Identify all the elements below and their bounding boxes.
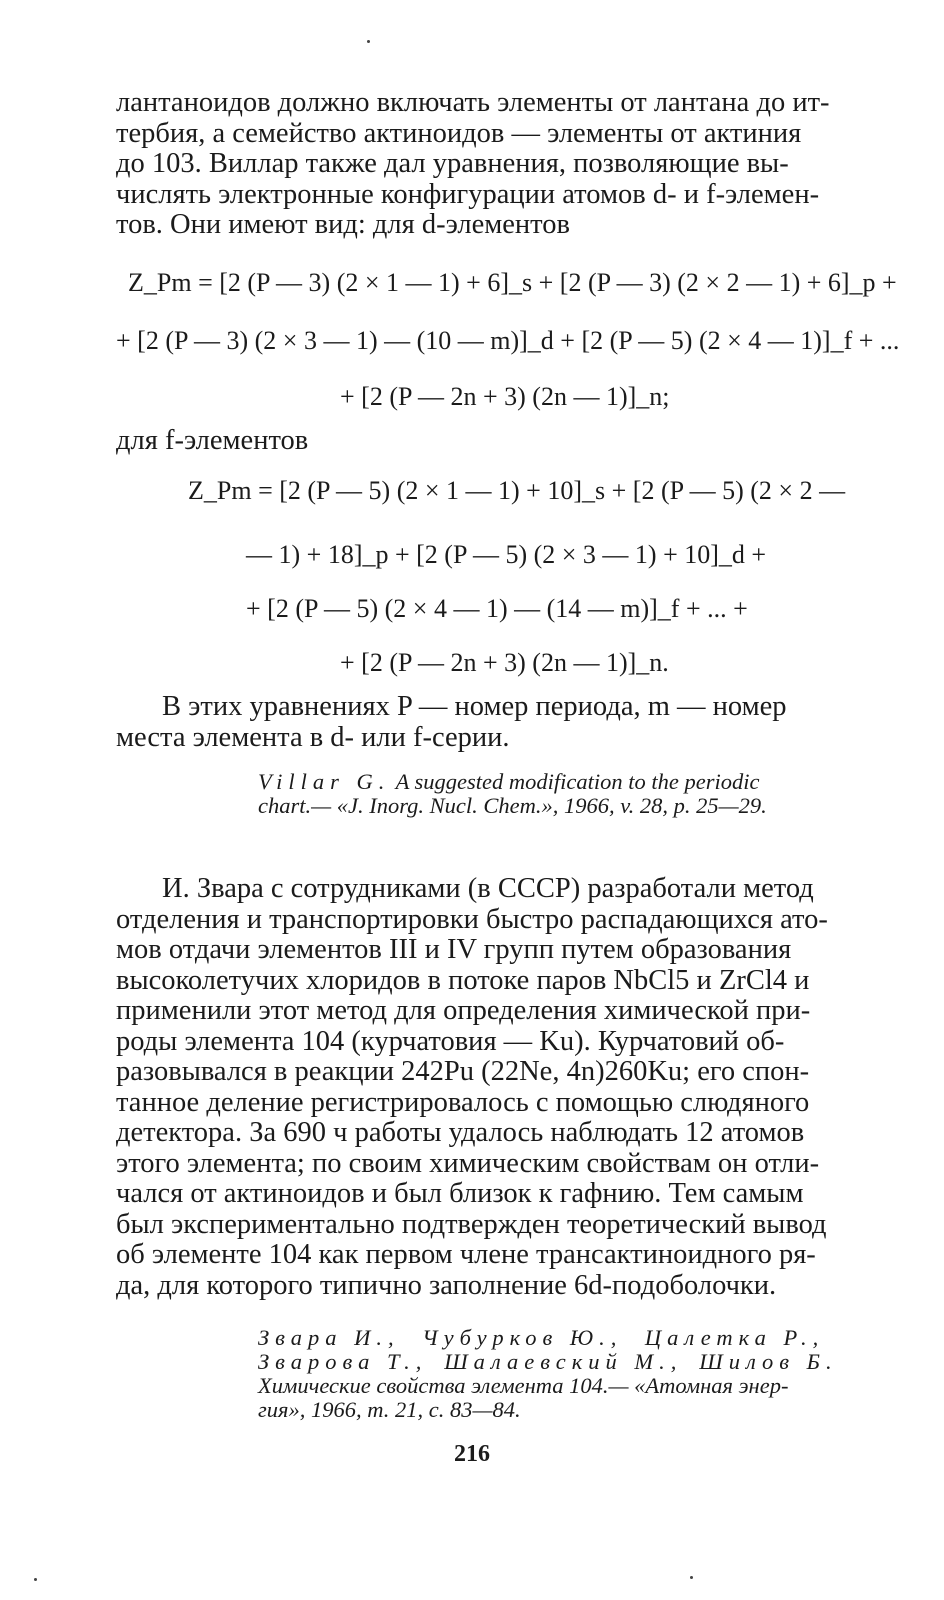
- reference-author: Шалаевский М.,: [444, 1349, 683, 1374]
- text-line: об элементе 104 как первом члене трансактиноидного ря-: [116, 1239, 816, 1270]
- equation-d-line2: + [2 (P — 3) (2 × 3 — 1) — (10 — m)]_d + [2 (P — 5) (2 × 4 — 1)]_f + ...: [116, 326, 900, 355]
- text-line: В этих уравнениях P — номер периода, m — номер: [162, 691, 787, 722]
- reference-title: A suggested modification to the periodic: [395, 769, 760, 794]
- reference-author: Чубурков Ю.,: [422, 1325, 623, 1350]
- text-line: отделения и транспортировки быстро распадающихся ато-: [116, 903, 828, 935]
- text-line: чался от актиноидов и был близок к гафнию. Тем самым: [116, 1178, 804, 1209]
- reference-author: Villar G.: [258, 769, 391, 794]
- text-line: тербия, а семейство актиноидов — элементы от актиния: [116, 117, 802, 149]
- text-line: места элемента в d- или f-серии.: [116, 721, 510, 753]
- text-line: был экспериментально подтвержден теоретический вывод: [116, 1208, 827, 1240]
- reference-line: [258, 1326, 904, 1350]
- text-line: да, для которого типично заполнение 6d-подоболочки.: [116, 1269, 777, 1301]
- paragraph-intro: [116, 88, 904, 241]
- text-line: детектора. За 690 ч работы удалось наблюдать 12 атомов: [116, 1117, 805, 1148]
- label-f-elements: для f-элементов: [116, 425, 309, 456]
- text-line: высоколетучих хлоридов в потоке паров NbCl5 и ZrCl4 и: [116, 964, 810, 996]
- equation-f-line2: — 1) + 18]_p + [2 (P — 5) (2 × 3 — 1) + 10]_d +: [246, 540, 767, 569]
- reference-author: Цалетка Р.,: [644, 1325, 825, 1350]
- equation-f-line1: Z_Pm = [2 (P — 5) (2 × 1 — 1) + 10]_s + [2 (P — 5) (2 × 2 —: [188, 476, 846, 505]
- page-number: 216: [454, 1441, 490, 1467]
- reference-author: Звара И.,: [258, 1325, 400, 1350]
- text-line: мов отдачи элементов III и IV групп путем образования: [116, 934, 792, 965]
- reference-zvara: [258, 1326, 904, 1422]
- text-line: танное деление регистрировалось с помощью слюдяного: [116, 1086, 810, 1118]
- reference-line: chart.— «J. Inorg. Nucl. Chem.», 1966, v. 28, p. 25—29.: [258, 793, 767, 818]
- text-line: применили этот метод для определения химической при-: [116, 995, 811, 1026]
- text-line: до 103. Виллар также дал уравнения, позволяющие вы-: [116, 148, 789, 179]
- text-line: И. Звара с сотрудниками (в СССР) разработали метод: [162, 873, 814, 904]
- reference-line: гия», 1966, т. 21, с. 83—84.: [258, 1397, 521, 1422]
- paragraph-variables: [116, 692, 904, 753]
- reference-author: Шилов Б.: [699, 1349, 838, 1374]
- reference-author: Зварова Т.,: [258, 1349, 428, 1374]
- equation-f-line3: + [2 (P — 5) (2 × 4 — 1) — (14 — m)]_f + ... +: [246, 594, 748, 623]
- speck-mark: [34, 1578, 37, 1581]
- equation-d-line1: Z_Pm = [2 (P — 3) (2 × 1 — 1) + 6]_s + [2 (P — 3) (2 × 2 — 1) + 6]_p +: [128, 268, 897, 297]
- reference-line: [258, 1350, 904, 1374]
- speck-mark: [367, 40, 370, 43]
- text-line: этого элемента; по своим химическим свойствам он отли-: [116, 1147, 820, 1179]
- equation-d-line3: + [2 (P — 2n + 3) (2n — 1)]_n;: [340, 382, 670, 411]
- text-line: роды элемента 104 (курчатовия — Ku). Курчатовий об-: [116, 1025, 785, 1057]
- text-line: числять электронные конфигурации атомов d- и f-элемен-: [116, 178, 820, 210]
- reference-villar: [258, 770, 904, 818]
- text-line: лантаноидов должно включать элементы от лантана до ит-: [116, 87, 830, 118]
- speck-mark: [690, 1576, 693, 1579]
- text-line: разовывался в реакции 242Pu (22Ne, 4n)260Ku; его спон-: [116, 1056, 810, 1087]
- reference-line: [258, 770, 904, 794]
- text-line: тов. Они имеют вид: для d-элементов: [116, 209, 570, 240]
- reference-line: Химические свойства элемента 104.— «Атомная энер-: [258, 1373, 789, 1398]
- equation-f-line4: + [2 (P — 2n + 3) (2n — 1)]_n.: [340, 648, 669, 677]
- paragraph-zvara: [116, 874, 904, 1301]
